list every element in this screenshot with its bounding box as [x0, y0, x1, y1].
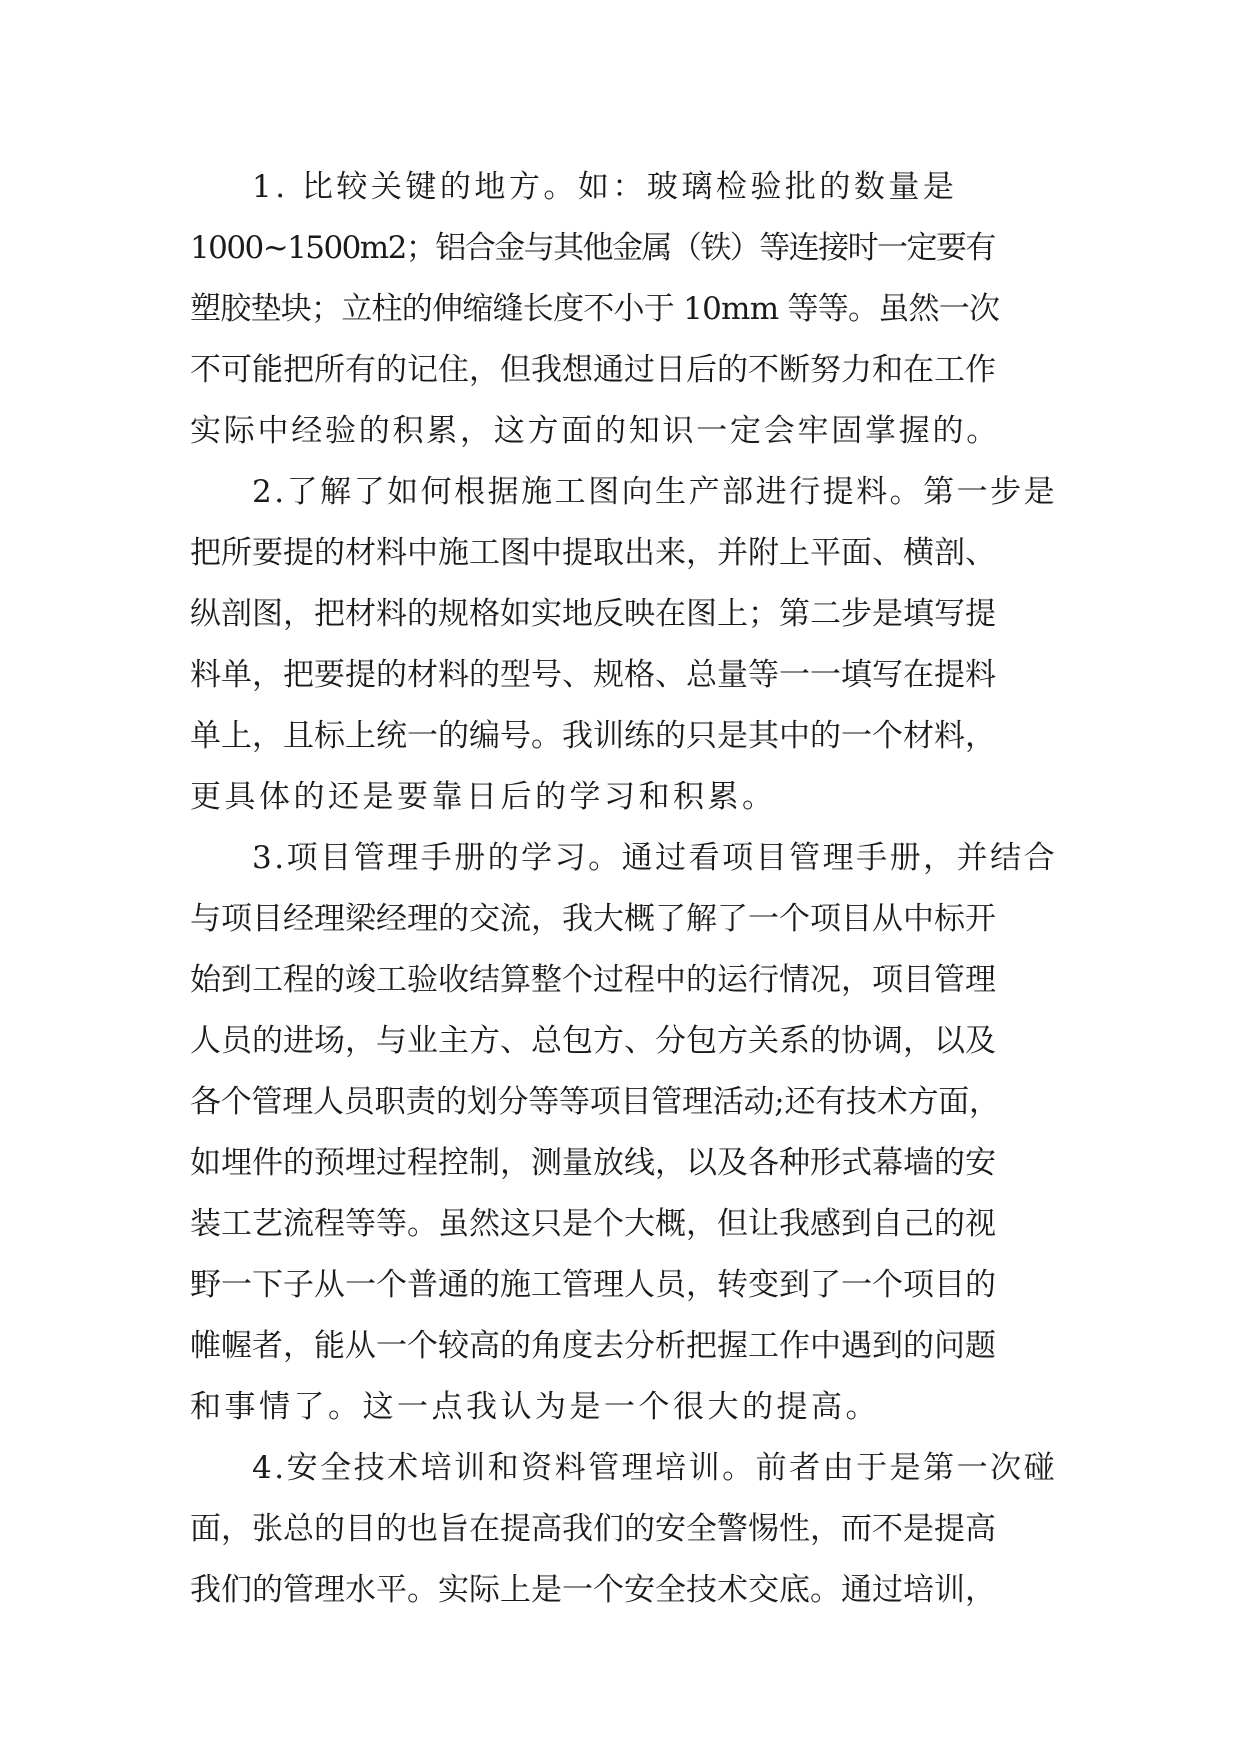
text-line: 把所要提的材料中施工图中提取出来，并附上平面、横剖、 [190, 535, 996, 571]
document-body [190, 157, 1062, 1621]
text-line: 人员的进场，与业主方、总包方、分包方关系的协调，以及 [190, 1023, 996, 1059]
text-line: 各个管理人员职责的划分等等项目管理活动;还有技术方面， [190, 1084, 1000, 1120]
paragraph-4 [190, 1438, 1062, 1621]
text-line: 更具体的还是要靠日后的学习和积累。 [190, 779, 777, 815]
text-line: 与项目经理梁经理的交流，我大概了解了一个项目从中标开 [190, 901, 996, 937]
text-line: 纵剖图，把材料的规格如实地反映在图上；第二步是填写提 [190, 596, 996, 632]
paragraph-2 [190, 462, 1062, 828]
text-line: 2.了解了如何根据施工图向生产部进行提料。第一步是 [252, 474, 1058, 510]
paragraph-1 [190, 157, 1062, 462]
text-line: 料单，把要提的材料的型号、规格、总量等一一填写在提料 [190, 657, 996, 693]
paragraph-3 [190, 828, 1062, 1438]
text-line: 我们的管理水平。实际上是一个安全技术交底。通过培训， [190, 1572, 996, 1608]
text-line: 1. 比较关键的地方。如：玻璃检验批的数量是 [252, 169, 958, 205]
text-line: 如埋件的预埋过程控制，测量放线，以及各种形式幕墙的安 [190, 1145, 996, 1181]
text-line: 3.项目管理手册的学习。通过看项目管理手册，并结合 [252, 840, 1058, 876]
text-line: 4.安全技术培训和资料管理培训。前者由于是第一次碰 [252, 1450, 1058, 1486]
text-line: 始到工程的竣工验收结算整个过程中的运行情况，项目管理 [190, 962, 996, 998]
text-line: 不可能把所有的记住，但我想通过日后的不断努力和在工作 [190, 352, 996, 388]
text-line: 和事情了。这一点我认为是一个很大的提高。 [190, 1389, 880, 1425]
text-line: 实际中经验的积累，这方面的知识一定会牢固掌握的。 [190, 413, 1000, 449]
text-line: 面，张总的目的也旨在提高我们的安全警惕性，而不是提高 [190, 1511, 996, 1547]
text-line: 塑胶垫块；立柱的伸缩缝长度不小于 10mm 等等。虽然一次 [190, 291, 1000, 327]
text-line: 装工艺流程等等。虽然这只是个大概，但让我感到自己的视 [190, 1206, 996, 1242]
text-line: 帷幄者，能从一个较高的角度去分析把握工作中遇到的问题 [190, 1328, 996, 1364]
text-line: 1000~1500m2；铝合金与其他金属（铁）等连接时一定要有 [190, 230, 995, 266]
text-line: 野一下子从一个普通的施工管理人员，转变到了一个项目的 [190, 1267, 996, 1303]
text-line: 单上，且标上统一的编号。我训练的只是其中的一个材料， [190, 718, 996, 754]
